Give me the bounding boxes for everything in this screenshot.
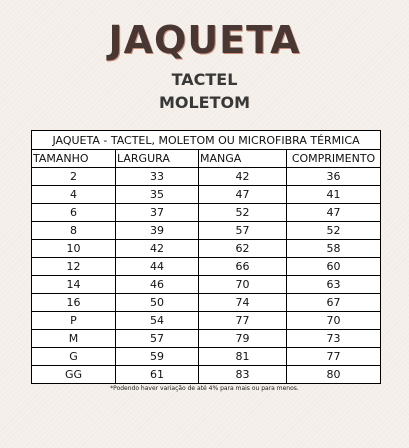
cell-comprimento: 67 [287,294,381,312]
footnote: *Podendo haver variação de até 4% para mais ou para menos. [110,385,299,392]
size-table [31,130,381,384]
cell-manga: 66 [199,258,287,276]
table-row [32,312,381,330]
cell-largura: 61 [116,366,199,384]
cell-largura: 44 [116,258,199,276]
subtitle-material-1: TACTEL [171,70,238,89]
table-header-row [32,150,381,168]
table-caption: JAQUETA - TACTEL, MOLETOM OU MICROFIBRA TÉRMICA [32,131,381,150]
table-row [32,204,381,222]
cell-manga: 77 [199,312,287,330]
cell-manga: 74 [199,294,287,312]
cell-manga: 62 [199,240,287,258]
table-row [32,168,381,186]
table-row [32,240,381,258]
cell-largura: 42 [116,240,199,258]
size-table-body [32,131,381,384]
cell-tamanho: 8 [32,222,116,240]
cell-manga: 83 [199,366,287,384]
cell-tamanho: 12 [32,258,116,276]
cell-manga: 57 [199,222,287,240]
cell-tamanho: 14 [32,276,116,294]
cell-largura: 35 [116,186,199,204]
cell-largura: 46 [116,276,199,294]
cell-tamanho: 6 [32,204,116,222]
table-row [32,258,381,276]
table-row [32,186,381,204]
cell-comprimento: 80 [287,366,381,384]
page-title: JAQUETA [108,18,301,62]
cell-tamanho: 10 [32,240,116,258]
cell-manga: 52 [199,204,287,222]
cell-comprimento: 70 [287,312,381,330]
cell-manga: 47 [199,186,287,204]
column-header-largura: LARGURA [116,150,199,168]
table-row [32,366,381,384]
table-row [32,330,381,348]
cell-comprimento: 52 [287,222,381,240]
cell-largura: 54 [116,312,199,330]
table-row [32,222,381,240]
cell-comprimento: 58 [287,240,381,258]
column-header-manga: MANGA [199,150,287,168]
cell-largura: 37 [116,204,199,222]
cell-manga: 42 [199,168,287,186]
cell-comprimento: 63 [287,276,381,294]
cell-tamanho: 4 [32,186,116,204]
cell-comprimento: 77 [287,348,381,366]
cell-comprimento: 47 [287,204,381,222]
cell-tamanho: P [32,312,116,330]
cell-tamanho: M [32,330,116,348]
cell-largura: 33 [116,168,199,186]
cell-comprimento: 36 [287,168,381,186]
cell-comprimento: 60 [287,258,381,276]
table-row [32,348,381,366]
cell-tamanho: 2 [32,168,116,186]
table-row [32,276,381,294]
cell-largura: 59 [116,348,199,366]
cell-tamanho: G [32,348,116,366]
cell-tamanho: GG [32,366,116,384]
cell-tamanho: 16 [32,294,116,312]
table-row [32,294,381,312]
cell-manga: 81 [199,348,287,366]
cell-manga: 70 [199,276,287,294]
table-caption-row [32,131,381,150]
subtitle-material-2: MOLETOM [158,93,251,112]
cell-largura: 39 [116,222,199,240]
column-header-comprimento: COMPRIMENTO [287,150,381,168]
cell-comprimento: 41 [287,186,381,204]
column-header-tamanho: TAMANHO [32,150,116,168]
cell-comprimento: 73 [287,330,381,348]
cell-largura: 50 [116,294,199,312]
cell-manga: 79 [199,330,287,348]
cell-largura: 57 [116,330,199,348]
